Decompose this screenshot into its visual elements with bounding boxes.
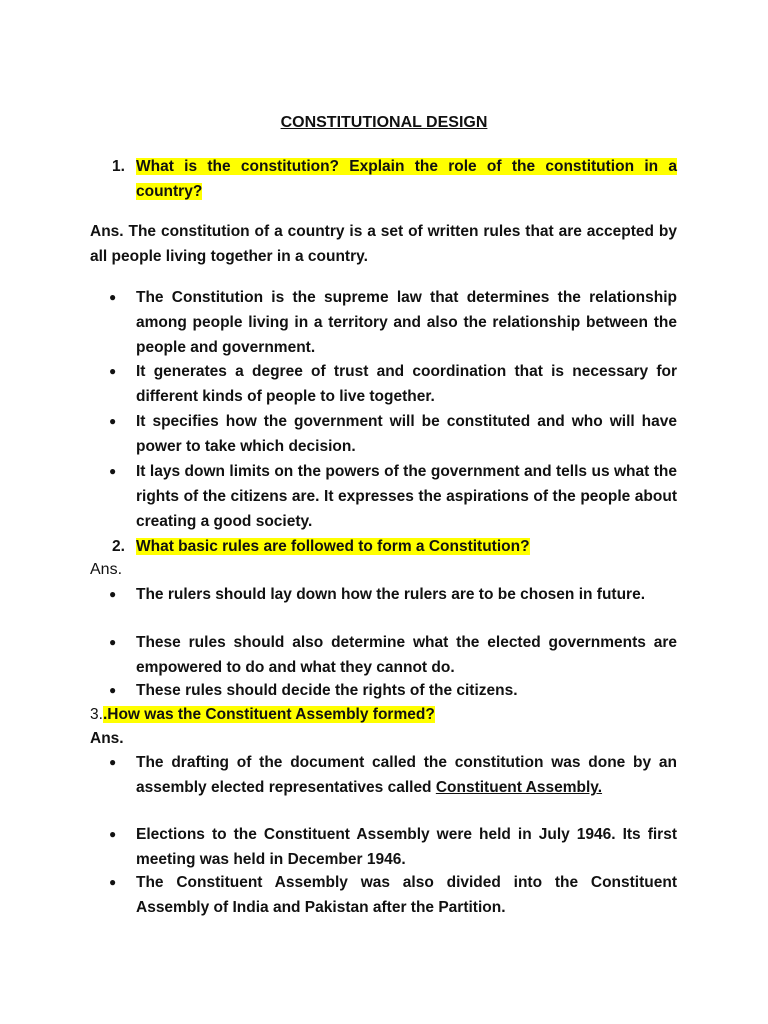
list-item: ● Elections to the Constituent Assembly were held in July 1946. Its first meeting was held in December 1946. [136,822,677,872]
list-item: ● It specifies how the government will be constituted and who will have power to take which decision. [136,409,677,459]
question-number: 2. [112,538,125,555]
list-item: ● It lays down limits on the powers of the government and tells us what the rights of the citizens are. It expresses the aspirations of the people about creating a good society. [136,459,677,534]
list-item: ● The drafting of the document called the constitution was done by an assembly elected representatives called Constituent Assembly. [136,750,677,800]
bullet-icon: ● [109,755,117,769]
question-number: 3. [90,706,103,723]
bullet-icon: ● [109,364,117,378]
bullet-icon: ● [109,683,117,697]
bullet-icon: ● [109,875,117,889]
bullet-icon: ● [109,414,117,428]
question-text: What basic rules are followed to form a Constitution? [136,538,530,555]
answer-1: Ans. The constitution of a country is a set of written rules that are accepted by all people living together in a country. [90,223,677,265]
answer-label: Ans. [90,730,124,747]
list-item: ● It generates a degree of trust and coordination that is necessary for different kinds of people to live together. [136,359,677,409]
question-number: 1. [112,158,125,175]
bullet-icon: ● [109,290,117,304]
constituent-assembly-term: Constituent Assembly. [435,779,603,796]
list-item: ● The Constituent Assembly was also divided into the Constituent Assembly of India and Pakistan after the Partition. [136,870,677,920]
list-item: ● These rules should decide the rights of the citizens. [136,678,677,703]
bullet-icon: ● [109,635,117,649]
list-item: ● The rulers should lay down how the rulers are to be chosen in future. [136,582,677,607]
bullet-icon: ● [109,587,117,601]
list-item: ● The Constitution is the supreme law that determines the relationship among people living in a territory and also the relationship between the people and government. [136,285,677,360]
document-title: CONSTITUTIONAL DESIGN [280,114,488,131]
answer-label: Ans. [90,561,123,578]
bullet-icon: ● [109,827,117,841]
question-2 [112,534,677,559]
question-3 [90,702,677,727]
question-text: .How was the Constituent Assembly formed? [102,706,435,723]
question-text: What is the constitution? Explain the role of the constitution in a country? [136,158,677,200]
bullet-icon: ● [109,464,117,478]
question-1 [112,154,677,204]
list-item: ● These rules should also determine what the elected governments are empowered to do and what they cannot do. [136,630,677,680]
